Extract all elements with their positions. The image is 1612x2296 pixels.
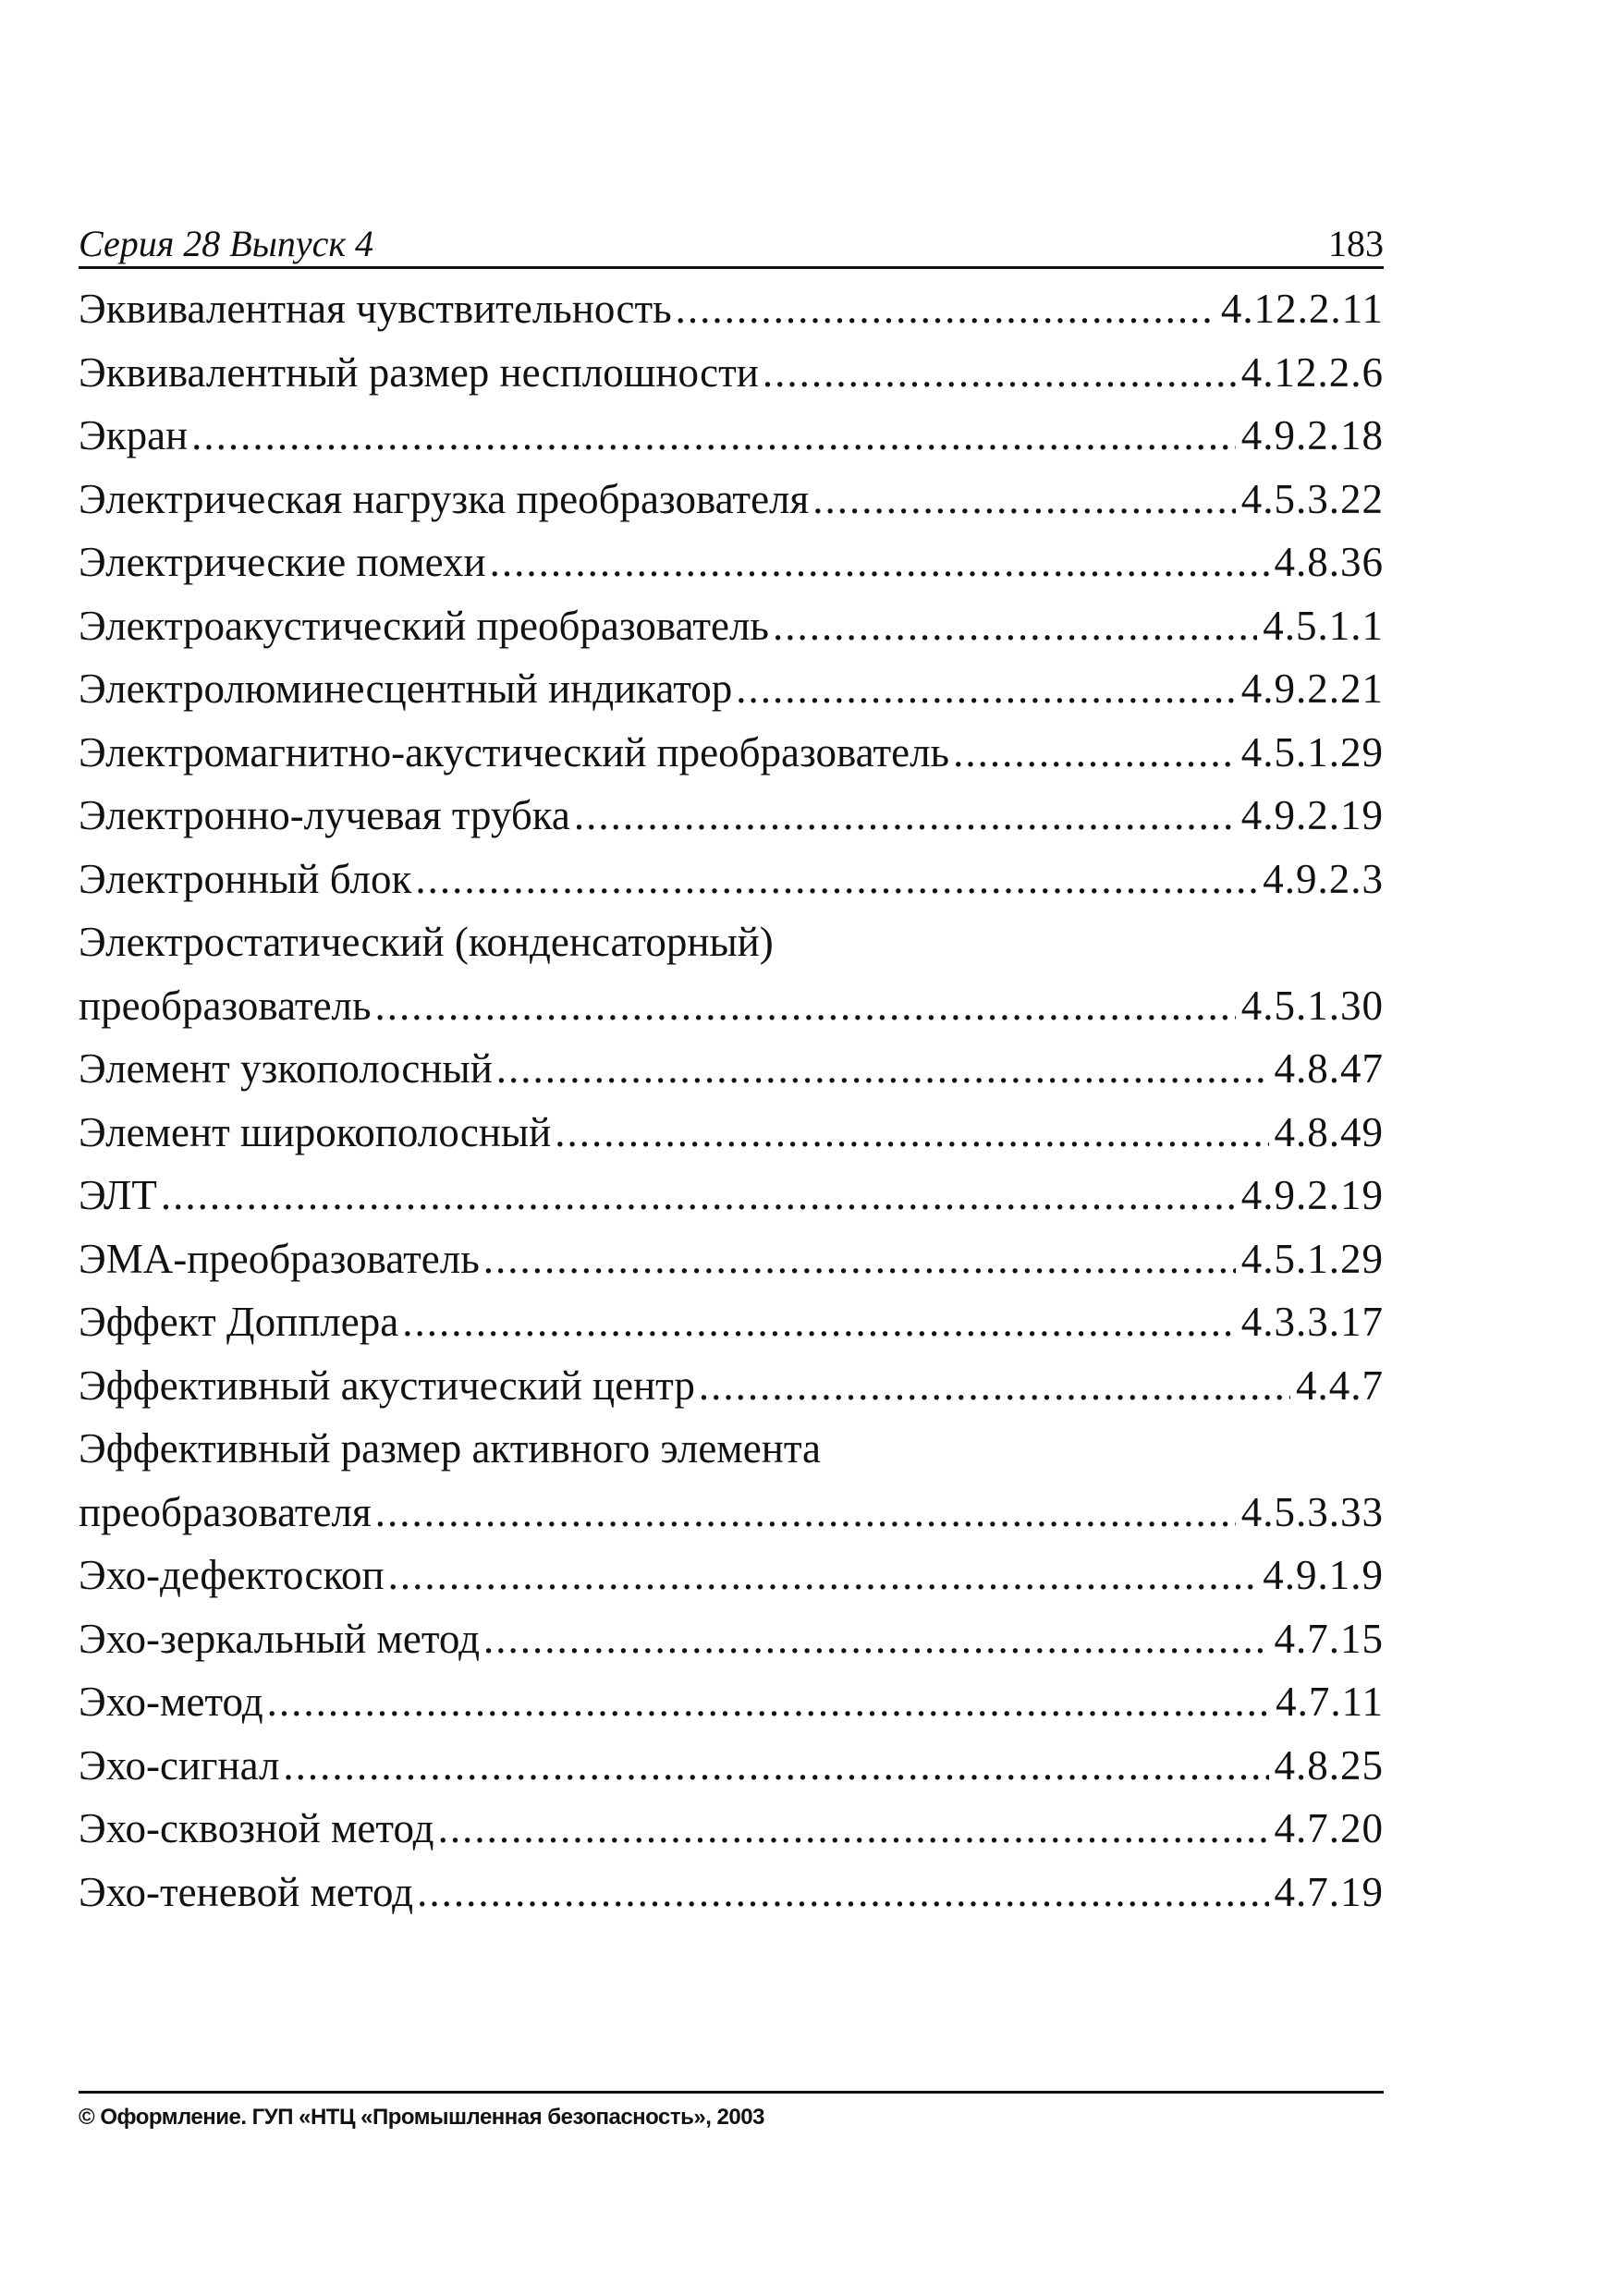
dot-leader — [763, 341, 1236, 405]
dot-leader — [483, 1607, 1268, 1671]
dot-leader — [953, 721, 1236, 785]
index-entry-term: преобразователя — [79, 1488, 372, 1535]
dot-leader — [388, 1544, 1258, 1607]
index-entry-reference: 4.5.3.33 — [1240, 1488, 1384, 1535]
index-entry — [79, 1290, 1384, 1354]
index-entry-reference: 4.8.36 — [1274, 539, 1384, 585]
footer — [79, 2091, 1384, 2131]
running-header — [79, 220, 1384, 269]
dot-leader — [812, 468, 1236, 531]
dot-leader — [773, 594, 1257, 658]
dot-leader — [161, 1164, 1236, 1227]
index-entry-term: Элемент широкополосный — [79, 1108, 552, 1155]
index-entry-term: Эффект Допплера — [79, 1299, 399, 1345]
index-entry-line — [79, 531, 1384, 594]
index-entry — [79, 404, 1384, 468]
index-entry — [79, 1607, 1384, 1671]
dot-leader — [402, 1290, 1236, 1354]
index-entry — [79, 1797, 1384, 1861]
index-entry-term-first-line: Электростатический (конденсаторный) — [79, 919, 774, 965]
index-entry — [79, 1670, 1384, 1734]
dot-leader — [283, 1734, 1268, 1798]
dot-leader — [555, 1101, 1268, 1165]
index-entry — [79, 848, 1384, 911]
index-entry-line — [79, 1670, 1384, 1734]
index-entry-line — [79, 784, 1384, 848]
index-entry-reference: 4.12.2.11 — [1220, 286, 1384, 332]
index-entry-line — [79, 404, 1384, 468]
index-entry-line — [79, 1227, 1384, 1291]
index-entry — [79, 1101, 1384, 1165]
index-entry-line — [79, 1290, 1384, 1354]
index-entry — [79, 1734, 1384, 1798]
dot-leader — [415, 848, 1257, 911]
dot-leader — [375, 974, 1236, 1038]
index-entry-term: ЭЛТ — [79, 1172, 157, 1218]
index-entry-term: Электрические помехи — [79, 539, 486, 585]
index-entry-reference: 4.7.19 — [1274, 1868, 1384, 1915]
index-entry-term: Эквивалентная чувствительность — [79, 286, 672, 332]
index-entry-reference: 4.4.7 — [1296, 1362, 1384, 1409]
index-entry-term: Электроакустический преобразователь — [79, 602, 769, 649]
index-entry-line — [79, 1101, 1384, 1165]
index-entry-term: Эхо-теневой метод — [79, 1868, 414, 1915]
index-entry — [79, 1861, 1384, 1924]
index-entry-reference: 4.5.1.29 — [1240, 728, 1384, 776]
footer-copyright: © Оформление. ГУП «НТЦ «Промышленная безопасность», 2003 — [79, 2105, 764, 2130]
index-entry-reference: 4.5.1.29 — [1240, 1235, 1384, 1282]
index-entry-term: Эхо-зеркальный метод — [79, 1615, 481, 1662]
index-entry-line — [79, 1354, 1384, 1418]
index-entry — [79, 531, 1384, 594]
index-entry-line — [79, 341, 1384, 405]
index-entry-term: Эхо-метод — [79, 1679, 263, 1725]
index-entry — [79, 910, 1384, 1037]
dot-leader — [483, 1227, 1236, 1291]
index-entry-reference: 4.8.47 — [1274, 1045, 1384, 1092]
index-entry-reference: 4.9.2.3 — [1263, 855, 1384, 902]
index-entry-line — [79, 594, 1384, 658]
index-entry — [79, 1164, 1384, 1227]
index-entry — [79, 784, 1384, 848]
index-entry-term: Эффективный акустический центр — [79, 1362, 695, 1409]
dot-leader — [676, 277, 1215, 341]
index-entry-line — [79, 1797, 1384, 1861]
index-entry-term: Элемент узкополосный — [79, 1045, 493, 1092]
dot-leader — [267, 1670, 1271, 1734]
index-entry-line — [79, 974, 1384, 1038]
index-entry-reference: 4.9.2.21 — [1240, 666, 1384, 712]
index-entry-term: ЭМА-преобразователь — [79, 1235, 480, 1282]
subject-index-list — [79, 277, 1384, 1924]
index-entry-line — [79, 1607, 1384, 1671]
page-number: 183 — [1328, 223, 1384, 264]
index-entry-line — [79, 1734, 1384, 1798]
dot-leader — [438, 1797, 1269, 1861]
index-entry — [79, 341, 1384, 405]
index-entry-line — [79, 1037, 1384, 1101]
index-entry — [79, 1227, 1384, 1291]
index-entry-term: Эхо-сигнал — [79, 1741, 280, 1789]
dot-leader — [574, 784, 1236, 848]
index-entry-term-first-line: Эффективный размер активного элемента — [79, 1425, 822, 1472]
index-entry-term: Экран — [79, 412, 189, 458]
series-title: Серия 28 Выпуск 4 — [79, 223, 374, 264]
index-entry-line — [79, 468, 1384, 531]
index-entry-term: Эквивалентный размер несплошности — [79, 348, 759, 396]
index-entry-reference: 4.8.49 — [1274, 1108, 1384, 1155]
dot-leader — [699, 1354, 1290, 1418]
index-entry-reference: 4.5.3.22 — [1240, 475, 1384, 522]
dot-leader — [375, 1481, 1236, 1545]
index-entry — [79, 468, 1384, 531]
index-entry — [79, 1354, 1384, 1418]
index-entry — [79, 1037, 1384, 1101]
index-entry-line — [79, 277, 1384, 341]
index-entry-reference: 4.9.2.18 — [1240, 412, 1384, 458]
index-entry-reference: 4.12.2.6 — [1240, 348, 1384, 396]
index-entry-line — [79, 1544, 1384, 1607]
index-entry-term: Электролюминесцентный индикатор — [79, 666, 733, 712]
index-entry-line — [79, 1861, 1384, 1924]
index-entry-line — [79, 1164, 1384, 1227]
index-entry — [79, 277, 1384, 341]
index-entry-term: Эхо-сквозной метод — [79, 1805, 434, 1851]
index-entry-term: Электронный блок — [79, 855, 412, 902]
index-entry-term: Электромагнитно-акустический преобразователь — [79, 728, 950, 776]
index-entry-reference: 4.5.1.1 — [1263, 602, 1384, 649]
index-entry-reference: 4.7.20 — [1274, 1805, 1384, 1851]
index-entry-reference: 4.7.15 — [1274, 1615, 1384, 1662]
index-entry-reference: 4.8.25 — [1274, 1741, 1384, 1789]
index-entry-term: Электронно-лучевая трубка — [79, 792, 570, 838]
index-entry-line — [79, 1481, 1384, 1545]
index-entry — [79, 594, 1384, 658]
index-entry-line — [79, 657, 1384, 721]
index-entry — [79, 657, 1384, 721]
dot-leader — [191, 404, 1236, 468]
index-entry-reference: 4.3.3.17 — [1240, 1299, 1384, 1345]
dot-leader — [736, 657, 1235, 721]
index-entry — [79, 1417, 1384, 1544]
index-entry-reference: 4.9.2.19 — [1240, 792, 1384, 838]
index-entry-term: Электрическая нагрузка преобразователя — [79, 475, 810, 522]
index-entry-line — [79, 721, 1384, 785]
index-entry-reference: 4.5.1.30 — [1240, 982, 1384, 1029]
dot-leader — [490, 531, 1269, 594]
dot-leader — [496, 1037, 1269, 1101]
index-entry — [79, 721, 1384, 785]
index-entry-reference: 4.7.11 — [1276, 1679, 1384, 1725]
index-entry-reference: 4.9.1.9 — [1263, 1552, 1384, 1598]
index-entry-term: Эхо-дефектоскоп — [79, 1552, 385, 1598]
index-entry-term: преобразователь — [79, 982, 372, 1029]
index-entry — [79, 1544, 1384, 1607]
index-entry-line — [79, 848, 1384, 911]
index-entry-reference: 4.9.2.19 — [1240, 1172, 1384, 1218]
dot-leader — [417, 1861, 1268, 1924]
